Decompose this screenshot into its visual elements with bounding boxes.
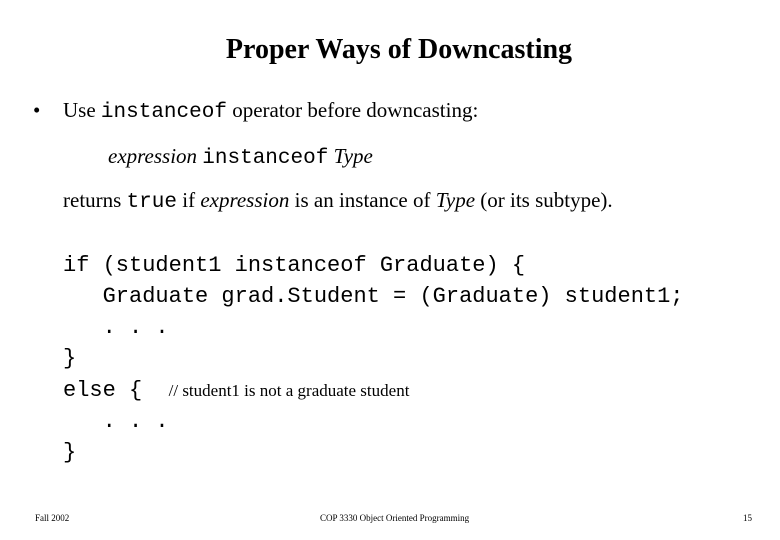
code-line-3: . . . <box>63 315 169 340</box>
syntax-type: Type <box>333 144 373 168</box>
returns-line <box>63 186 613 217</box>
bullet-prefix: Use <box>63 98 101 122</box>
returns-expression: expression <box>200 188 290 212</box>
returns-text-4: (or its subtype). <box>475 188 613 212</box>
code-line-7: } <box>63 440 77 465</box>
code-line-5 <box>63 375 409 406</box>
instanceof-keyword: instanceof <box>100 101 227 124</box>
syntax-line <box>108 142 373 173</box>
returns-type: Type <box>435 188 476 212</box>
code-comment: // student1 is not a graduate student <box>168 381 410 400</box>
returns-text-1: returns <box>63 188 127 212</box>
returns-text-3: is an instance of <box>289 188 436 212</box>
slide-title: Proper Ways of Downcasting <box>225 34 573 65</box>
footer-course: COP 3330 Object Oriented Programming <box>320 513 470 523</box>
code-line-1: if (student1 instanceof Graduate) { <box>63 253 526 278</box>
footer-page-number: 15 <box>743 513 752 523</box>
code-line-6: . . . <box>63 409 169 434</box>
bullet-point <box>33 96 40 124</box>
code-line-4: } <box>63 346 77 371</box>
bullet-suffix: operator before downcasting: <box>226 98 479 122</box>
code-line-2: Graduate grad.Student = (Graduate) student1; <box>63 284 684 309</box>
else-code: else { <box>63 378 169 403</box>
returns-text-2: if <box>177 188 201 212</box>
syntax-expression: expression <box>108 144 198 168</box>
syntax-keyword: instanceof <box>202 147 329 170</box>
bullet-text <box>63 96 478 127</box>
bullet-icon: • <box>33 98 41 122</box>
footer-date: Fall 2002 <box>35 513 70 523</box>
true-keyword: true <box>126 191 177 214</box>
